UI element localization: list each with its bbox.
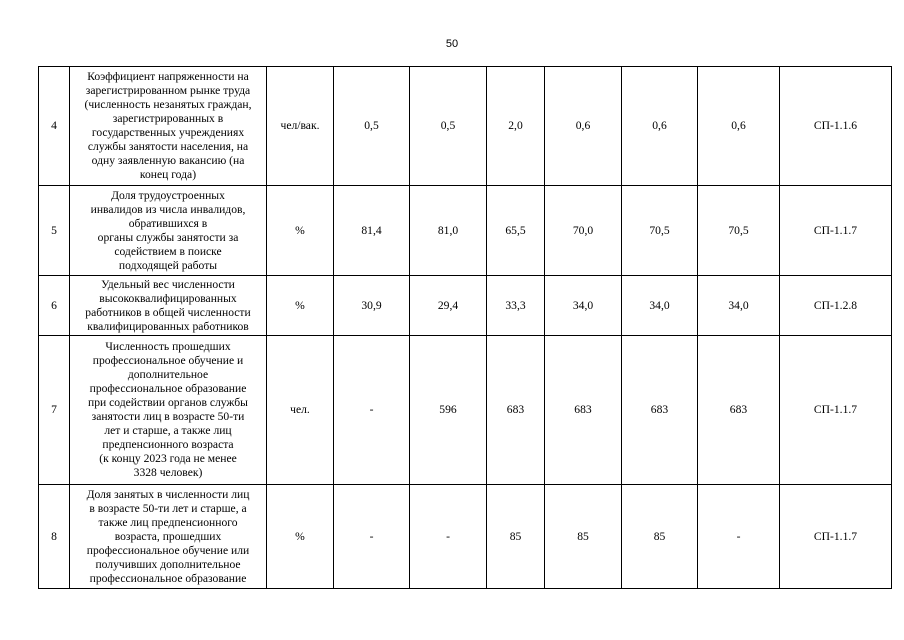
value-cell: 34,0: [545, 276, 622, 336]
page-number: 50: [445, 38, 459, 50]
value-cell: 34,0: [698, 276, 780, 336]
table-row: [39, 276, 892, 336]
indicator-name: Доля занятых в численности лиц в возрасте 50-ти лет и старше, а также лиц предпенсионного возраста, прошедших профессиональное обучение или получивших дополнительное профессиональное образование: [70, 485, 267, 589]
reference-cell: СП-1.2.8: [780, 276, 892, 336]
value-cell: 683: [622, 336, 698, 485]
reference-cell: СП-1.1.6: [780, 67, 892, 186]
row-number: 5: [39, 186, 70, 276]
value-cell: 81,4: [334, 186, 410, 276]
value-cell: 34,0: [622, 276, 698, 336]
value-cell: 683: [545, 336, 622, 485]
value-cell: -: [334, 336, 410, 485]
value-cell: 70,0: [545, 186, 622, 276]
value-cell: 81,0: [410, 186, 487, 276]
value-cell: 683: [487, 336, 545, 485]
table-row: [39, 186, 892, 276]
reference-cell: СП-1.1.7: [780, 485, 892, 589]
unit-cell: %: [267, 276, 334, 336]
value-cell: 0,6: [622, 67, 698, 186]
indicator-name: Численность прошедших профессиональное обучение и дополнительное профессиональное образование при содействии органов службы занятости лиц в возрасте 50-ти лет и старше, а также лиц предпенсионного возраста (к концу 2023 года не менее 3328 человек): [70, 336, 267, 485]
value-cell: -: [334, 485, 410, 589]
value-cell: 65,5: [487, 186, 545, 276]
unit-cell: чел/вак.: [267, 67, 334, 186]
value-cell: 30,9: [334, 276, 410, 336]
reference-cell: СП-1.1.7: [780, 336, 892, 485]
row-number: 4: [39, 67, 70, 186]
unit-cell: чел.: [267, 336, 334, 485]
reference-cell: СП-1.1.7: [780, 186, 892, 276]
row-number: 8: [39, 485, 70, 589]
value-cell: 70,5: [698, 186, 780, 276]
value-cell: 85: [487, 485, 545, 589]
value-cell: 0,5: [334, 67, 410, 186]
table-row: [39, 336, 892, 485]
value-cell: 85: [622, 485, 698, 589]
value-cell: 0,6: [698, 67, 780, 186]
indicator-name: Удельный вес численности высококвалифицированных работников в общей численности квалифицированных работников: [70, 276, 267, 336]
indicator-name: Доля трудоустроенных инвалидов из числа инвалидов, обратившихся в органы службы занятости за содействием в поиске подходящей работы: [70, 186, 267, 276]
row-number: 7: [39, 336, 70, 485]
table-row: [39, 485, 892, 589]
value-cell: 70,5: [622, 186, 698, 276]
indicators-table: [38, 66, 892, 589]
row-number: 6: [39, 276, 70, 336]
indicator-name: Коэффициент напряженности на зарегистрированном рынке труда (численность незанятых граждан, зарегистрированных в государственных учреждениях службы занятости населения, на одну заявленную вакансию (на конец года): [70, 67, 267, 186]
value-cell: 85: [545, 485, 622, 589]
value-cell: 2,0: [487, 67, 545, 186]
table-row: [39, 67, 892, 186]
unit-cell: %: [267, 485, 334, 589]
value-cell: -: [698, 485, 780, 589]
value-cell: 33,3: [487, 276, 545, 336]
value-cell: 683: [698, 336, 780, 485]
value-cell: 0,6: [545, 67, 622, 186]
unit-cell: %: [267, 186, 334, 276]
value-cell: 596: [410, 336, 487, 485]
value-cell: -: [410, 485, 487, 589]
value-cell: 29,4: [410, 276, 487, 336]
value-cell: 0,5: [410, 67, 487, 186]
